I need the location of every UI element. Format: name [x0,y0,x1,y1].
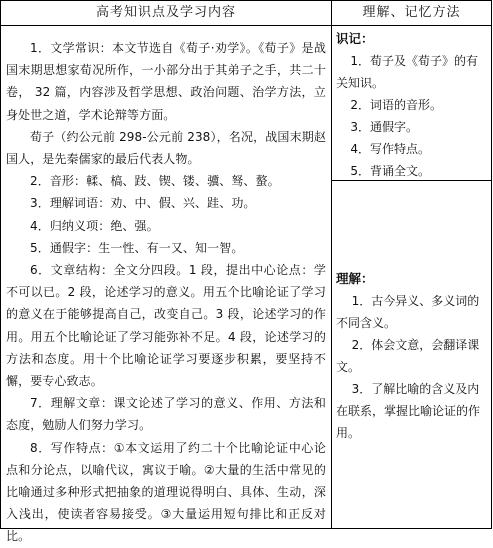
memorize-item: 5．背诵全文。 [350,164,431,178]
paragraph-meanings: 4．归纳义项：绝、强。 [30,218,159,233]
memorize-item: 4．写作特点。 [350,142,431,156]
header-knowledge-points: 高考知识点及学习内容 [95,5,236,20]
paragraph-structure: 6．文章结构：全文分四段。1 段，提出中心论点：学不可以已。2 段，论述学习的意义。用五个比喻论证了学习的意义在于能够提高自己，改变自己。3 段，论述学习的作用。用五个比喻论证了学习能弥补不足。4 段，论述学习的方法和态度。用十个比喻论证学习要逐步积累，要坚持不懈，要专心致志。 [6,263,326,389]
paragraph-xunzi-bio: 荀子（约公元前 298-公元前 238），名况，战国末期赵国人，是先秦儒家的最后代表人物。 [6,129,326,167]
memorize-title: 识记： [336,31,374,46]
understand-item: 2．体会文意，会翻译课文。 [336,338,480,374]
header-divider [1,25,491,26]
understand-item: 3．了解比喻的含义及内在联系，掌握比喻论证的作用。 [336,382,481,440]
header-memory-methods: 理解、记忆方法 [362,5,461,20]
memorize-item: 2．词语的音形。 [350,98,443,112]
paragraph-literary-knowledge: 1．文学常识：本文节选自《荀子·劝学》。《荀子》是战国末期思想家荀况所作，一小部分出于其弟子之手，共二十卷， 32 篇，内容涉及哲学思想、政治问题、治学方法，立身处世之道，学术论辩等方面。 [6,41,326,122]
memorize-section [336,28,486,182]
paragraph-loan-characters: 5．通假字：生一性、有一又、知一智。 [30,240,244,255]
memorize-item: 1．荀子及《荀子》的有关知识。 [336,54,479,90]
paragraph-pronunciation: 2．音形：輮、槁、跂、锲、镂、骥、驽、螯。 [30,174,280,189]
memorize-item: 3．通假字。 [350,120,419,134]
paragraph-writing-features: 8．写作特点：①本文运用了约二十个比喻论证中心论点和分论点，以喻代议，寓议于喻。②大量的生活中常见的比喻通过多种形式把抽象的道理说得明白、具体、生动，深入浅出，使读者容易接受。③大量运用短句排比和正反对比。 [6,440,326,544]
knowledge-content [6,37,326,548]
paragraph-vocabulary: 3．理解词语：劝、中、假、兴、跬、功。 [30,196,256,211]
understand-item: 1．古今异义、多义词的不同含义。 [336,294,480,330]
understand-title: 理解： [336,271,374,286]
paragraph-understanding: 7．理解文章：课文论述了学习的意义、作用、方法和态度，勉励人们努力学习。 [6,396,326,433]
understand-section [336,268,486,444]
column-divider [331,1,332,528]
